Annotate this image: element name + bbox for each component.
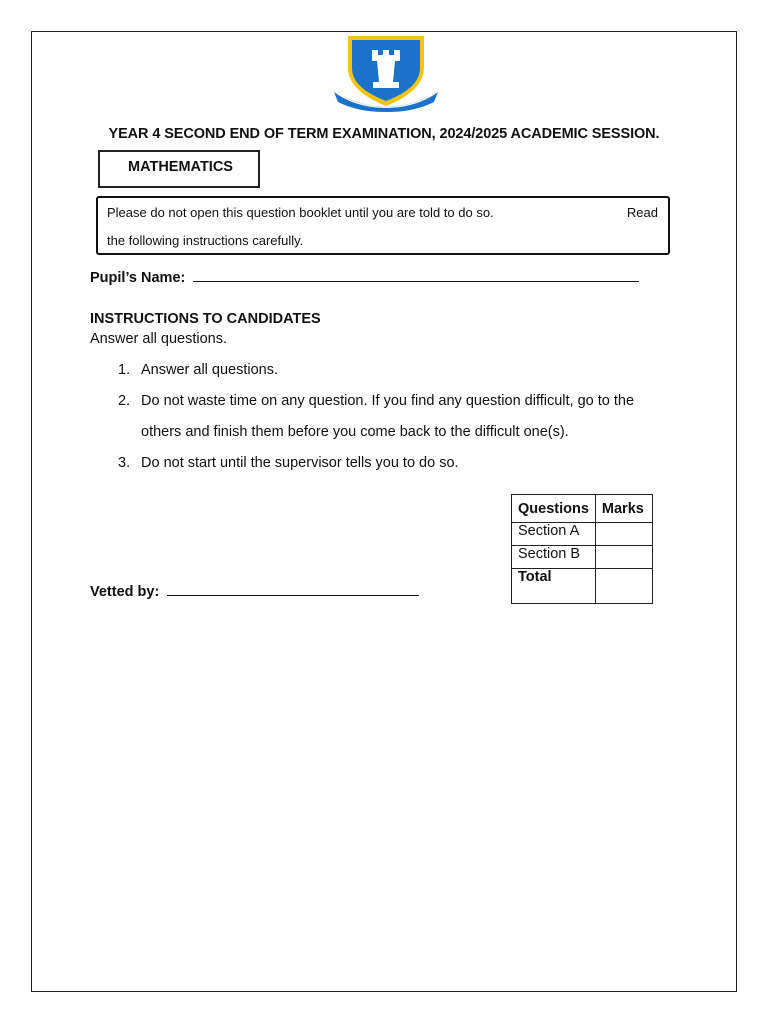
table-row bbox=[512, 569, 653, 604]
instructions-heading: INSTRUCTIONS TO CANDIDATES bbox=[90, 311, 321, 327]
table-row bbox=[512, 523, 653, 546]
school-crest-icon bbox=[330, 28, 442, 112]
instruction-text: others and finish them before you come back to the difficult one(s). bbox=[141, 424, 569, 440]
marks-table bbox=[511, 494, 653, 604]
pupil-name-blank-line[interactable] bbox=[193, 269, 639, 282]
vetted-by-field[interactable] bbox=[90, 583, 419, 600]
section-a-marks-cell[interactable] bbox=[595, 523, 652, 546]
vetted-by-blank-line[interactable] bbox=[167, 583, 419, 596]
instruction-number: 2. bbox=[118, 393, 131, 409]
total-marks-cell[interactable] bbox=[595, 569, 652, 604]
notice-line-1-end: Read bbox=[626, 205, 658, 220]
marks-table-header-row bbox=[512, 495, 653, 523]
notice-line-2: the following instructions carefully. bbox=[107, 233, 304, 248]
total-label: Total bbox=[512, 569, 596, 604]
vetted-by-label: Vetted by: bbox=[90, 584, 160, 600]
marks-table-header-questions: Questions bbox=[512, 495, 596, 523]
instruction-text: Answer all questions. bbox=[141, 362, 279, 378]
pupil-name-field[interactable] bbox=[90, 269, 639, 286]
instruction-text: Do not start until the supervisor tells you to do so. bbox=[141, 455, 459, 471]
subject-label: MATHEMATICS bbox=[128, 159, 233, 175]
instruction-number: 3. bbox=[118, 455, 131, 471]
table-row bbox=[512, 546, 653, 569]
pupil-name-label: Pupil’s Name: bbox=[90, 270, 186, 286]
notice-box bbox=[96, 196, 670, 255]
instructions-intro: Answer all questions. bbox=[90, 331, 228, 347]
section-a-label: Section A bbox=[512, 523, 596, 546]
notice-line-1: Please do not open this question booklet until you are told to do so. bbox=[107, 205, 494, 220]
instruction-text: Do not waste time on any question. If you find any question difficult, go to the bbox=[141, 393, 635, 409]
exam-title: YEAR 4 SECOND END OF TERM EXAMINATION, 2024/2025 ACADEMIC SESSION. bbox=[108, 126, 660, 142]
subject-box bbox=[98, 150, 260, 188]
marks-table-header-marks: Marks bbox=[595, 495, 652, 523]
section-b-label: Section B bbox=[512, 546, 596, 569]
section-b-marks-cell[interactable] bbox=[595, 546, 652, 569]
instruction-number: 1. bbox=[118, 362, 131, 378]
